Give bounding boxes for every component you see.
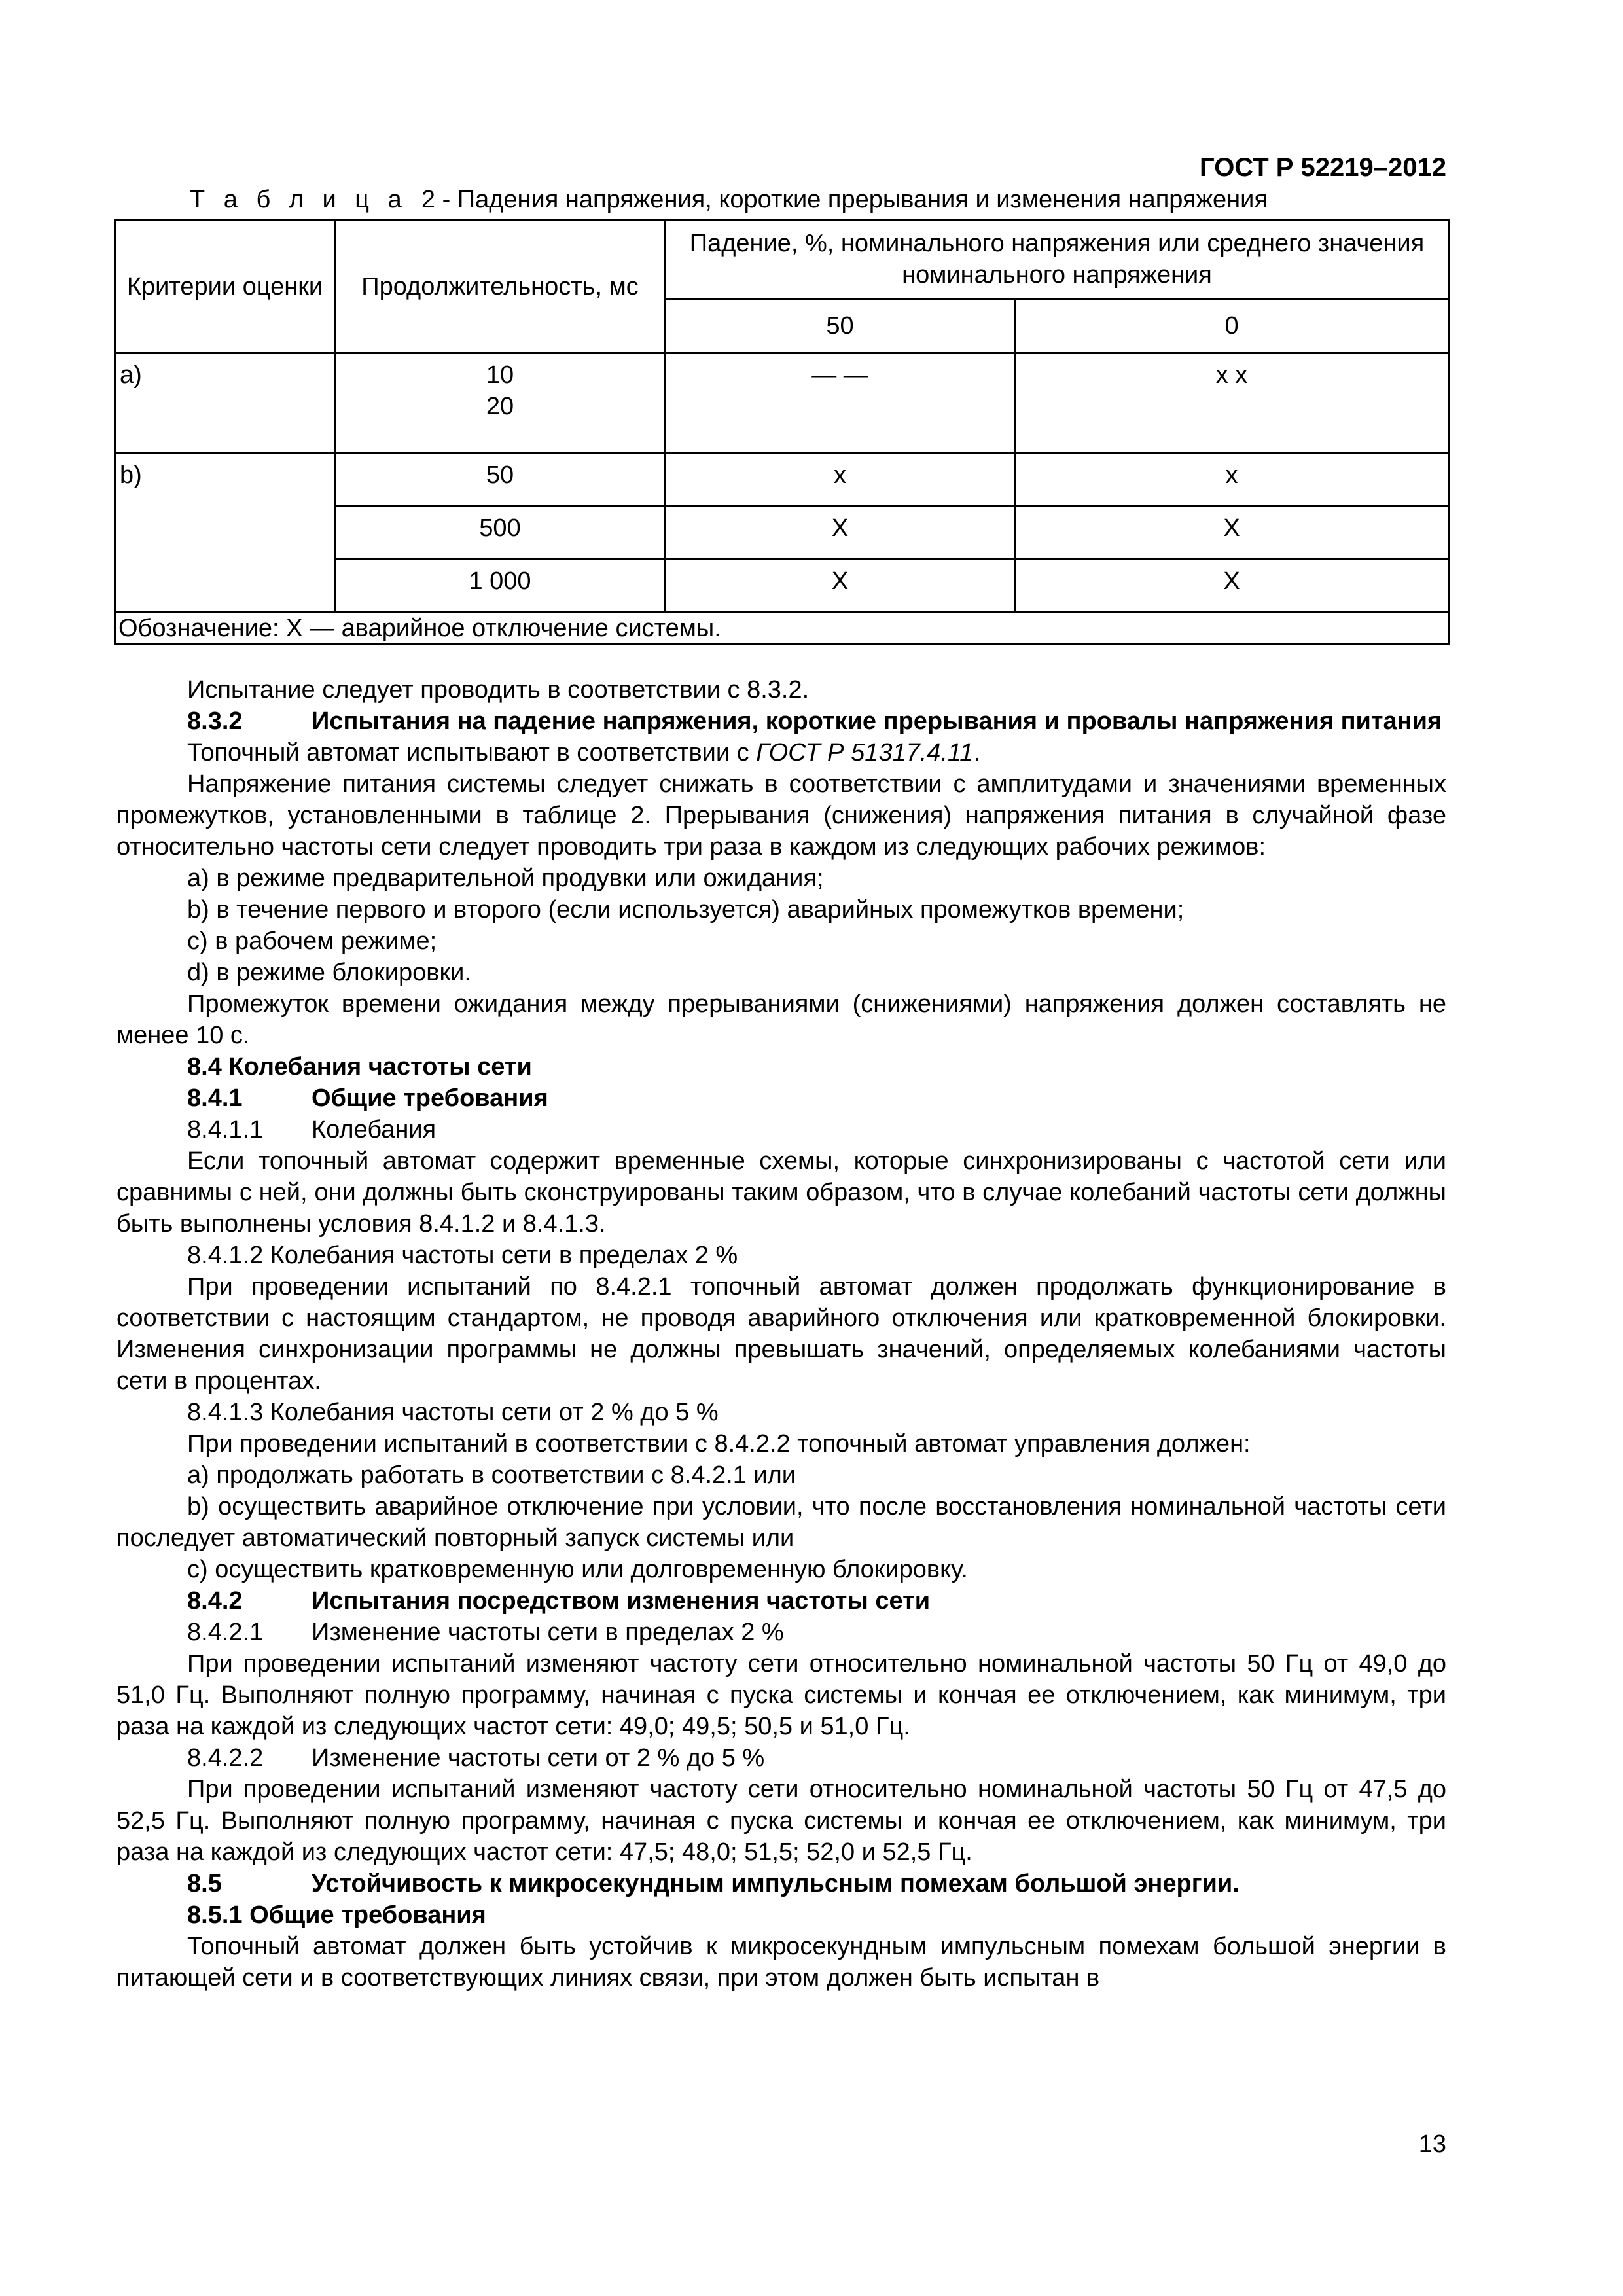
- table-row: [115, 353, 1449, 454]
- header-criteria: Критерии оценки: [115, 220, 335, 353]
- cell-v50: X: [666, 560, 1015, 613]
- section-heading: [116, 1585, 1446, 1617]
- section-number: 8.4.1.1: [187, 1116, 264, 1143]
- list-item: c) осуществить кратковременную или долговременную блокировку.: [187, 1556, 968, 1583]
- list-item: b) в течение первого и второго (если используется) аварийных промежутков времени;: [187, 896, 1185, 924]
- duration-value: 10: [486, 361, 514, 389]
- section-heading: 8.5.1 Общие требования: [187, 1901, 486, 1929]
- paragraph-text: Топочный автомат испытывают в соответствии с: [187, 739, 757, 766]
- table-note: Обозначение: X — аварийное отключение системы.: [115, 613, 1449, 645]
- section-number: 8.3.2: [187, 708, 243, 735]
- standard-header: ГОСТ Р 52219–2012: [1200, 153, 1446, 182]
- cell-duration: 500: [335, 507, 666, 560]
- paragraph: Топочный автомат должен быть устойчив к микросекундным импульсным помехам большой энергии в питающей сети и в соответствующих линиях связи, при этом должен быть испытан в: [116, 1933, 1446, 1992]
- cell-duration: 50: [335, 454, 666, 507]
- section-title: Испытания посредством изменения частоты сети: [312, 1587, 931, 1615]
- section-heading: 8.4 Колебания частоты сети: [187, 1053, 532, 1081]
- list-item: b) осуществить аварийное отключение при условии, что после восстановления номинальной частоты сети последует автоматический повторный запуск системы или: [116, 1493, 1446, 1552]
- cell-duration: 1 000: [335, 560, 666, 613]
- cell-v0: X: [1015, 560, 1449, 613]
- table-caption: [190, 185, 1268, 214]
- table-caption-prefix: Т а б л и ц а: [190, 186, 408, 213]
- table-caption-number: 2: [421, 186, 436, 213]
- paragraph: [116, 737, 1446, 768]
- cell-v50: X: [666, 507, 1015, 560]
- table-note-row: [115, 613, 1449, 645]
- section-heading: [116, 1617, 1446, 1648]
- paragraph: Напряжение питания системы следует снижать в соответствии с амплитудами и значениями временных промежутков, установленными в таблице 2. Прерывания (снижения) напряжения питания в случайной фазе относительно частоты сети следует проводить три раза в каждом из следующих рабочих режимов:: [116, 770, 1446, 861]
- section-title: Изменение частоты сети в пределах 2 %: [312, 1619, 784, 1646]
- section-title: Колебания: [312, 1116, 437, 1143]
- paragraph: Если топочный автомат содержит временные схемы, которые синхронизированы с частотой сети или сравнимы с ней, они должны быть сконструированы таким образом, что в случае колебаний частоты сети должны быть выполнены условия 8.4.1.2 и 8.4.1.3.: [116, 1147, 1446, 1238]
- section-number: 8.4.1: [187, 1085, 243, 1112]
- section-title: Общие требования: [312, 1085, 548, 1112]
- paragraph: При проведении испытаний изменяют частоту сети относительно номинальной частоты 50 Гц от 49,0 до 51,0 Гц. Выполняют полную программу, начиная с пуска системы и кончая ее отключением, как минимум, три раза на каждой из следующих частот сети: 49,0; 49,5; 50,5 и 51,0 Гц.: [116, 1650, 1446, 1740]
- cell-v50: x: [666, 454, 1015, 507]
- paragraph-end: .: [973, 739, 980, 766]
- cell-criterion: a): [115, 353, 335, 454]
- section-heading: [116, 1868, 1446, 1899]
- list-item: a) продолжать работать в соответствии с 8.4.2.1 или: [187, 1462, 796, 1489]
- section-number: 8.4.2.2: [187, 1744, 264, 1772]
- section-title: Изменение частоты сети от 2 % до 5 %: [312, 1744, 765, 1772]
- section-heading: 8.4.1.2 Колебания частоты сети в пределах 2 %: [187, 1242, 738, 1269]
- cell-v50: — —: [666, 353, 1015, 454]
- standard-reference: ГОСТ Р 51317.4.11: [756, 739, 974, 766]
- list-item: d) в режиме блокировки.: [187, 959, 471, 986]
- table-header-row: [115, 220, 1449, 299]
- paragraph: Промежуток времени ожидания между прерываниями (снижениями) напряжения должен составлять не менее 10 с.: [116, 990, 1446, 1049]
- list-item: c) в рабочем режиме;: [187, 927, 437, 955]
- section-number: 8.5: [187, 1870, 222, 1897]
- page-number: 13: [1418, 2130, 1446, 2158]
- section-number: 8.4.2.1: [187, 1619, 264, 1646]
- cell-v0: x x: [1015, 353, 1449, 454]
- table-caption-text: - Падения напряжения, короткие прерывания и изменения напряжения: [442, 186, 1268, 213]
- section-heading: [116, 1742, 1446, 1774]
- cell-v0: x: [1015, 454, 1449, 507]
- duration-value: 20: [486, 393, 514, 420]
- header-duration: Продолжительность, мс: [335, 220, 666, 353]
- section-heading: [116, 706, 1446, 737]
- header-drop: Падение, %, номинального напряжения или среднего значения номинального напряжения: [666, 220, 1449, 299]
- section-heading: [116, 1083, 1446, 1114]
- subheader-0: 0: [1015, 299, 1449, 353]
- paragraph: Испытание следует проводить в соответствии с 8.3.2.: [187, 676, 810, 704]
- voltage-table: [114, 219, 1450, 645]
- section-title: Испытания на падение напряжения, короткие прерывания и провалы напряжения питания: [312, 708, 1442, 735]
- table-row: [115, 454, 1449, 507]
- paragraph: При проведении испытаний в соответствии с 8.4.2.2 топочный автомат управления должен:: [187, 1430, 1251, 1458]
- cell-duration: [335, 353, 666, 454]
- paragraph: При проведении испытаний изменяют частоту сети относительно номинальной частоты 50 Гц от 47,5 до 52,5 Гц. Выполняют полную программу, начиная с пуска системы и кончая ее отключением, как минимум, три раза на каждой из следующих частот сети: 47,5; 48,0; 51,5; 52,0 и 52,5 Гц.: [116, 1776, 1446, 1866]
- subheader-50: 50: [666, 299, 1015, 353]
- section-heading: 8.4.1.3 Колебания частоты сети от 2 % до 5 %: [187, 1399, 719, 1426]
- cell-criterion: b): [115, 454, 335, 613]
- section-heading: [116, 1114, 1446, 1145]
- section-number: 8.4.2: [187, 1587, 243, 1615]
- paragraph: При проведении испытаний по 8.4.2.1 топочный автомат должен продолжать функционирование в соответствии с настоящим стандартом, не проводя аварийного отключения или кратковременной блокировки. Изменения синхронизации программы не должны превышать значений, определяемых колебаниями частоты сети в процентах.: [116, 1273, 1446, 1395]
- section-title: Устойчивость к микросекундным импульсным помехам большой энергии.: [312, 1870, 1240, 1897]
- body-text: [116, 674, 1446, 1994]
- cell-v0: X: [1015, 507, 1449, 560]
- list-item: a) в режиме предварительной продувки или ожидания;: [187, 865, 824, 892]
